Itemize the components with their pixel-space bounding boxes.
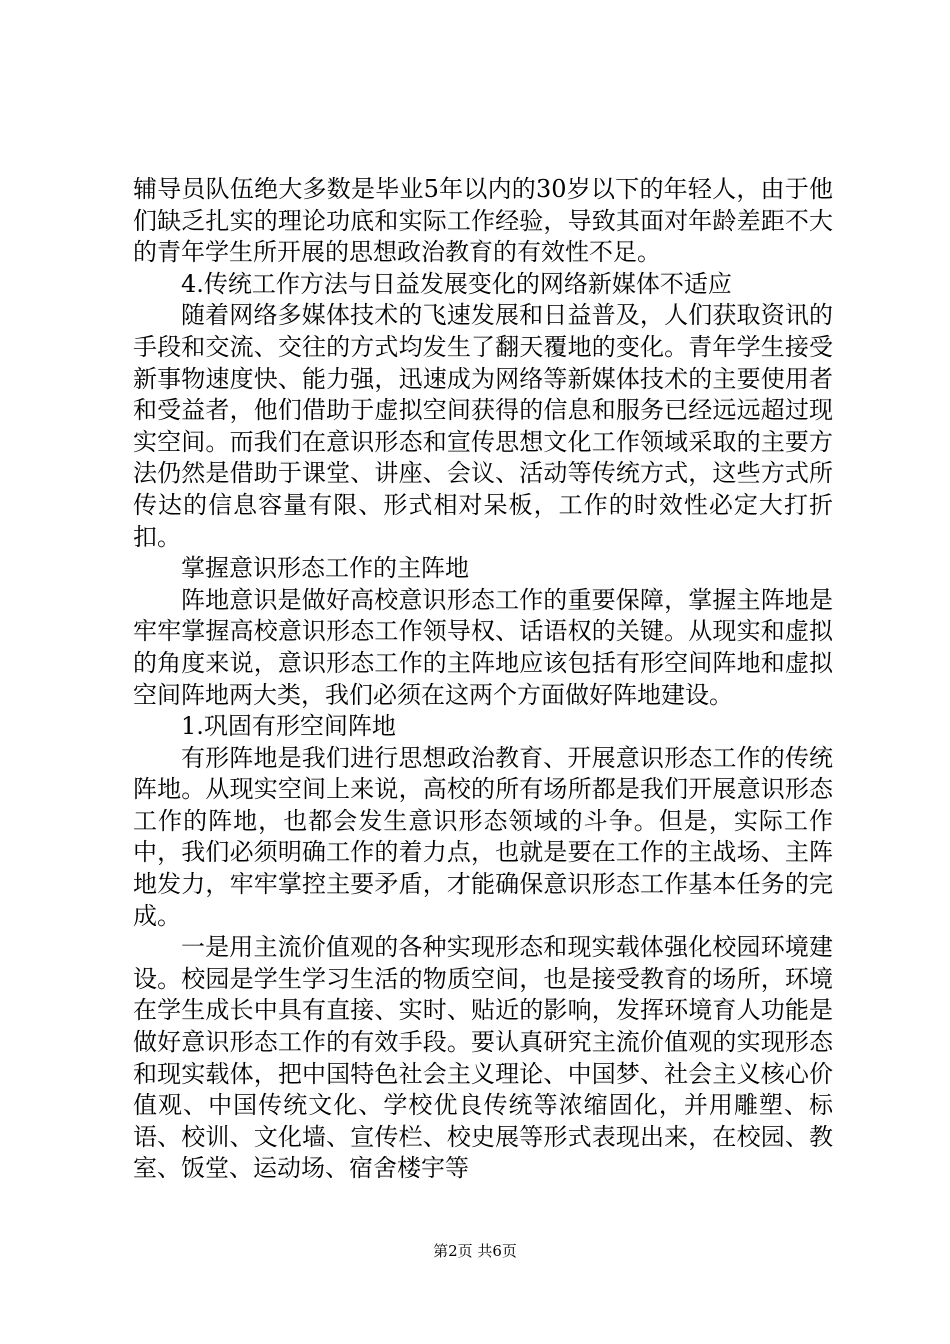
paragraph-5: 阵地意识是做好高校意识形态工作的重要保障，掌握主阵地是牢牢掌握高校意识形态工作领导权、话语权的关键。从现实和虚拟的角度来说，意识形态工作的主阵地应该包括有形空间阵地和虚拟空间阵地两大类，我们必须在这两个方面做好阵地建设。 [133, 585, 833, 709]
paragraph-6-heading: 1.巩固有形空间阵地 [181, 712, 396, 741]
paragraph-8: 一是用主流价值观的各种实现形态和现实载体强化校园环境建设。校园是学生学习生活的物质空间，也是接受教育的场所，环境在学生成长中具有直接、实时、贴近的影响，发挥环境育人功能是做好意识形态工作的有效手段。要认真研究主流价值观的实现形态和现实载体，把中国特色社会主义理论、中国梦、社会主义核心价值观、中国传统文化、学校优良传统等浓缩固化，并用雕塑、标语、校训、文化墙、宣传栏、校史展等形式表现出来，在校园、教室、饭堂、运动场、宿舍楼宇等 [133, 933, 833, 1183]
paragraph-4-heading: 掌握意识形态工作的主阵地 [181, 554, 469, 583]
document-body [133, 174, 833, 1185]
paragraph-3: 随着网络多媒体技术的飞速发展和日益普及，人们获取资讯的手段和交流、交往的方式均发生了翻天覆地的变化。青年学生接受新事物速度快、能力强，迅速成为网络等新媒体技术的主要使用者和受益者，他们借助于虚拟空间获得的信息和服务已经远远超过现实空间。而我们在意识形态和宣传思想文化工作领域采取的主要方法仍然是借助于课堂、讲座、会议、活动等传统方式，这些方式所传达的信息容量有限、形式相对呆板，工作的时效性必定大打折扣。 [133, 301, 833, 551]
paragraph-1: 辅导员队伍绝大多数是毕业5年以内的30岁以下的年轻人，由于他们缺乏扎实的理论功底和实际工作经验，导致其面对年龄差距不大的青年学生所开展的思想政治教育的有效性不足。 [133, 175, 833, 267]
paragraph-2-heading: 4.传统工作方法与日益发展变化的网络新媒体不适应 [181, 269, 732, 298]
paragraph-7: 有形阵地是我们进行思想政治教育、开展意识形态工作的传统阵地。从现实空间上来说，高校的所有场所都是我们开展意识形态工作的阵地，也都会发生意识形态领域的斗争。但是，实际工作中，我们必须明确工作的着力点，也就是要在工作的主战场、主阵地发力，牢牢掌控主要矛盾，才能确保意识形态工作基本任务的完成。 [133, 743, 833, 930]
page-footer: 第2页 共6页 [433, 1242, 517, 1260]
